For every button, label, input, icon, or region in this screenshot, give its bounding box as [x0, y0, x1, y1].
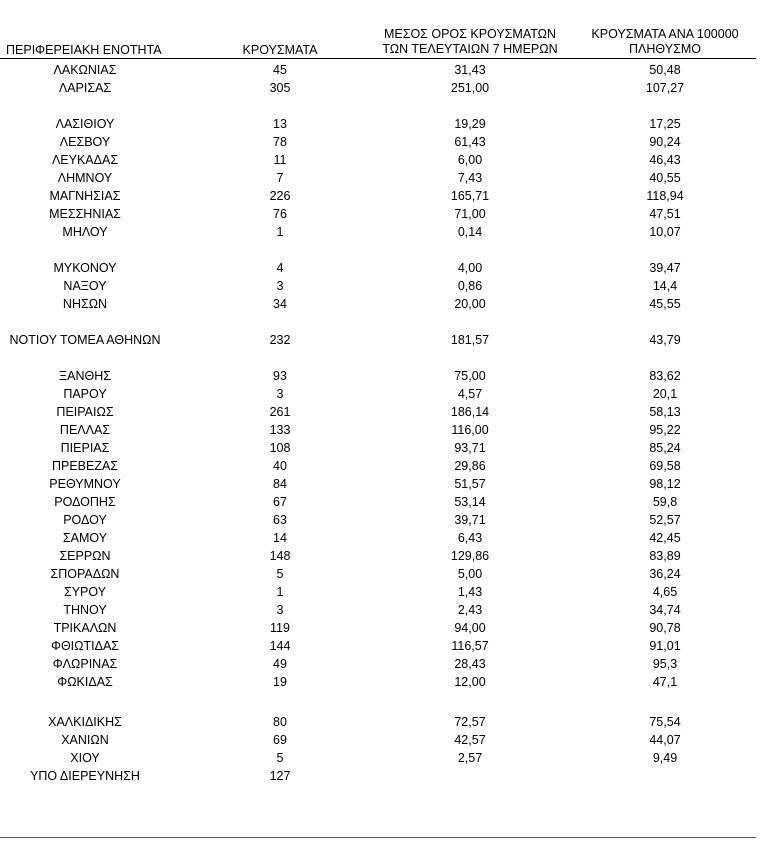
cell-cases: 261 — [269, 405, 291, 419]
cell-per-100000: 47,51 — [649, 207, 681, 221]
cell-region: ΜΥΚΟΝΟΥ — [53, 261, 117, 275]
table-row — [0, 583, 756, 601]
cell-avg-7-days: 51,57 — [454, 477, 486, 491]
table-row — [0, 115, 756, 133]
cell-per-100000: 95,22 — [649, 423, 681, 437]
cell-cases: 3 — [276, 603, 284, 617]
cell-cases: 80 — [273, 715, 287, 729]
cell-region: ΠΕΛΛΑΣ — [59, 423, 111, 437]
cell-avg-7-days: 28,43 — [454, 657, 486, 671]
cell-per-100000: 91,01 — [649, 639, 681, 653]
cell-avg-7-days: 6,00 — [457, 153, 483, 167]
cell-per-100000: 14,4 — [652, 279, 678, 293]
cell-per-100000: 4,65 — [652, 585, 678, 599]
cell-per-100000: 17,25 — [649, 117, 681, 131]
cell-region: ΠΕΙΡΑΙΩΣ — [56, 405, 114, 419]
table-row — [0, 385, 756, 403]
cell-region: ΝΟΤΙΟΥ ΤΟΜΕΑ ΑΘΗΝΩΝ — [9, 333, 161, 347]
cell-region: ΣΕΡΡΩΝ — [59, 549, 111, 563]
cell-avg-7-days: 6,43 — [457, 531, 483, 545]
cell-cases: 226 — [269, 189, 291, 203]
cell-avg-7-days: 2,43 — [457, 603, 483, 617]
cell-avg-7-days: 29,86 — [454, 459, 486, 473]
cell-avg-7-days: 93,71 — [454, 441, 486, 455]
cell-cases: 232 — [269, 333, 291, 347]
table-row — [0, 421, 756, 439]
header-region: ΠΕΡΙΦΕΡΕΙΑΚΗ ΕΝΟΤΗΤΑ — [6, 43, 162, 57]
table-row — [0, 749, 756, 767]
cell-region: ΧΙΟΥ — [70, 751, 100, 765]
header-avg-line2: ΤΩΝ ΤΕΛΕΥΤΑΙΩΝ 7 ΗΜΕΡΩΝ — [382, 42, 558, 56]
cell-avg-7-days: 42,57 — [454, 733, 486, 747]
cell-per-100000: 42,45 — [649, 531, 681, 545]
cell-avg-7-days: 116,57 — [451, 639, 489, 653]
cell-per-100000: 58,13 — [649, 405, 681, 419]
cell-cases: 63 — [273, 513, 287, 527]
table-row — [0, 673, 756, 691]
cell-region: ΠΑΡΟΥ — [63, 387, 107, 401]
cell-avg-7-days: 129,86 — [450, 549, 490, 563]
cell-avg-7-days: 186,14 — [450, 405, 490, 419]
table-row — [0, 277, 756, 295]
cell-region: ΡΟΔΟΠΗΣ — [54, 495, 116, 509]
cell-cases: 93 — [273, 369, 287, 383]
cell-cases: 1 — [276, 585, 284, 599]
cell-per-100000: 50,48 — [649, 63, 681, 77]
cell-region: ΛΕΣΒΟΥ — [59, 135, 111, 149]
cell-cases: 7 — [276, 171, 284, 185]
cell-per-100000: 36,24 — [649, 567, 681, 581]
table-row — [0, 367, 756, 385]
cell-cases: 305 — [269, 81, 291, 95]
cell-cases: 5 — [276, 567, 284, 581]
table-row — [0, 457, 756, 475]
cell-region: ΦΩΚΙΔΑΣ — [57, 675, 113, 689]
footer-divider — [0, 837, 756, 838]
cell-per-100000: 75,54 — [649, 715, 681, 729]
table-row — [0, 151, 756, 169]
table-row — [0, 475, 756, 493]
header-avg-7-days — [370, 27, 570, 57]
table-row — [0, 493, 756, 511]
cell-avg-7-days: 72,57 — [454, 715, 486, 729]
table-row — [0, 79, 756, 97]
cell-region: ΦΘΙΩΤΙΔΑΣ — [50, 639, 120, 653]
cell-cases: 45 — [273, 63, 287, 77]
cell-per-100000: 43,79 — [649, 333, 681, 347]
cell-avg-7-days: 39,71 — [454, 513, 486, 527]
table-row — [0, 169, 756, 187]
table-row — [0, 331, 756, 349]
cell-avg-7-days: 71,00 — [454, 207, 486, 221]
cell-cases: 119 — [270, 621, 290, 635]
cell-region: ΞΑΝΘΗΣ — [59, 369, 111, 383]
header-cases: ΚΡΟΥΣΜΑΤΑ — [242, 43, 318, 57]
table-row — [0, 767, 756, 785]
cell-region: ΣΑΜΟΥ — [62, 531, 108, 545]
cell-region: ΣΠΟΡΑΔΩΝ — [50, 567, 120, 581]
cell-avg-7-days: 31,43 — [454, 63, 486, 77]
cell-avg-7-days: 5,00 — [457, 567, 483, 581]
cell-avg-7-days: 19,29 — [454, 117, 486, 131]
cell-avg-7-days: 61,43 — [454, 135, 486, 149]
cell-region: ΠΡΕΒΕΖΑΣ — [51, 459, 119, 473]
cell-per-100000: 45,55 — [649, 297, 681, 311]
cell-cases: 78 — [273, 135, 287, 149]
cell-avg-7-days: 116,00 — [451, 423, 489, 437]
cell-cases: 127 — [269, 769, 291, 783]
cell-avg-7-days: 4,57 — [457, 387, 483, 401]
cell-region: ΝΑΞΟΥ — [63, 279, 107, 293]
table-row — [0, 205, 756, 223]
cell-cases: 3 — [276, 387, 284, 401]
cell-per-100000: 34,74 — [649, 603, 681, 617]
cell-per-100000: 90,78 — [649, 621, 681, 635]
cell-avg-7-days: 165,71 — [450, 189, 490, 203]
cell-avg-7-days: 20,00 — [454, 297, 486, 311]
cell-cases: 108 — [269, 441, 291, 455]
cell-per-100000: 83,62 — [649, 369, 681, 383]
cell-cases: 49 — [273, 657, 287, 671]
cell-per-100000: 46,43 — [649, 153, 681, 167]
table-row — [0, 133, 756, 151]
cell-region: ΝΗΣΩΝ — [62, 297, 108, 311]
cell-region: ΛΑΣΙΘΙΟΥ — [55, 117, 115, 131]
table-row — [0, 295, 756, 313]
cell-per-100000: 98,12 — [649, 477, 681, 491]
table-row — [0, 731, 756, 749]
cell-region: ΛΕΥΚΑΔΑΣ — [51, 153, 119, 167]
cell-region: ΠΙΕΡΙΑΣ — [60, 441, 110, 455]
cell-avg-7-days: 1,43 — [457, 585, 483, 599]
table-row — [0, 187, 756, 205]
cell-per-100000: 90,24 — [649, 135, 681, 149]
cell-cases: 11 — [273, 153, 287, 167]
table-row — [0, 565, 756, 583]
table-row — [0, 713, 756, 731]
cell-cases: 144 — [269, 639, 291, 653]
cell-cases: 40 — [273, 459, 287, 473]
cell-region: ΧΑΝΙΩΝ — [61, 733, 109, 747]
cell-avg-7-days: 4,00 — [457, 261, 483, 275]
table-row — [0, 529, 756, 547]
table-row — [0, 601, 756, 619]
cell-per-100000: 39,47 — [649, 261, 681, 275]
cell-avg-7-days: 2,57 — [457, 751, 483, 765]
cell-region: ΛΑΚΩΝΙΑΣ — [53, 63, 117, 77]
cell-cases: 84 — [273, 477, 287, 491]
table-row — [0, 547, 756, 565]
cell-cases: 133 — [269, 423, 291, 437]
cell-per-100000: 52,57 — [649, 513, 681, 527]
cell-region: ΤΡΙΚΑΛΩΝ — [53, 621, 117, 635]
cell-per-100000: 9,49 — [652, 751, 678, 765]
cell-cases: 76 — [273, 207, 287, 221]
cell-region: ΜΑΓΝΗΣΙΑΣ — [49, 189, 121, 203]
cell-cases: 13 — [273, 117, 287, 131]
table-row — [0, 61, 756, 79]
cell-cases: 69 — [273, 733, 287, 747]
cell-per-100000: 47,1 — [652, 675, 678, 689]
cell-per-100000: 69,58 — [649, 459, 681, 473]
cell-per-100000: 44,07 — [649, 733, 681, 747]
cell-region: ΛΑΡΙΣΑΣ — [58, 81, 112, 95]
cell-cases: 19 — [273, 675, 287, 689]
cell-cases: 4 — [276, 261, 284, 275]
cell-per-100000: 59,8 — [652, 495, 678, 509]
table-row — [0, 619, 756, 637]
table-row — [0, 403, 756, 421]
cell-cases: 1 — [276, 225, 284, 239]
cell-cases: 67 — [273, 495, 287, 509]
cell-avg-7-days: 12,00 — [454, 675, 486, 689]
cell-avg-7-days: 75,00 — [454, 369, 486, 383]
cell-region: ΡΕΘΥΜΝΟΥ — [49, 477, 121, 491]
header-per-line1: ΚΡΟΥΣΜΑΤΑ ΑΝΑ 100000 — [591, 27, 739, 41]
table-row — [0, 259, 756, 277]
cell-per-100000: 118,94 — [646, 189, 684, 203]
header-divider — [0, 58, 756, 59]
cell-cases: 14 — [273, 531, 287, 545]
cell-region: ΧΑΛΚΙΔΙΚΗΣ — [48, 715, 122, 729]
cell-cases: 34 — [273, 297, 287, 311]
cell-per-100000: 95,3 — [652, 657, 678, 671]
cell-region: ΦΛΩΡΙΝΑΣ — [52, 657, 118, 671]
cell-cases: 148 — [269, 549, 291, 563]
cell-per-100000: 10,07 — [649, 225, 681, 239]
cell-region: ΤΗΝΟΥ — [63, 603, 107, 617]
cell-region: ΜΗΛΟΥ — [62, 225, 108, 239]
cell-region: ΜΕΣΣΗΝΙΑΣ — [49, 207, 121, 221]
header-per-line2: ΠΛΗΘΥΣΜΟ — [629, 42, 701, 56]
cell-avg-7-days: 94,00 — [454, 621, 486, 635]
table-row — [0, 223, 756, 241]
header-per-100000 — [565, 27, 765, 57]
cell-per-100000: 83,89 — [649, 549, 681, 563]
cell-cases: 3 — [276, 279, 284, 293]
cell-region: ΥΠΟ ΔΙΕΡΕΥΝΗΣΗ — [30, 769, 140, 783]
cell-region: ΛΗΜΝΟΥ — [57, 171, 113, 185]
cell-per-100000: 20,1 — [652, 387, 678, 401]
cell-avg-7-days: 251,00 — [450, 81, 490, 95]
cell-avg-7-days: 7,43 — [457, 171, 483, 185]
table-row — [0, 655, 756, 673]
cell-avg-7-days: 0,14 — [457, 225, 483, 239]
header-avg-line1: ΜΕΣΟΣ ΟΡΟΣ ΚΡΟΥΣΜΑΤΩΝ — [383, 27, 557, 41]
table-row — [0, 637, 756, 655]
table-row — [0, 439, 756, 457]
cell-per-100000: 107,27 — [645, 81, 685, 95]
cell-cases: 5 — [276, 751, 284, 765]
cell-avg-7-days: 181,57 — [450, 333, 490, 347]
cell-avg-7-days: 0,86 — [457, 279, 483, 293]
cell-region: ΡΟΔΟΥ — [63, 513, 107, 527]
cell-region: ΣΥΡΟΥ — [63, 585, 107, 599]
cell-avg-7-days: 53,14 — [454, 495, 486, 509]
cell-per-100000: 40,55 — [649, 171, 681, 185]
table-row — [0, 511, 756, 529]
cell-per-100000: 85,24 — [649, 441, 681, 455]
